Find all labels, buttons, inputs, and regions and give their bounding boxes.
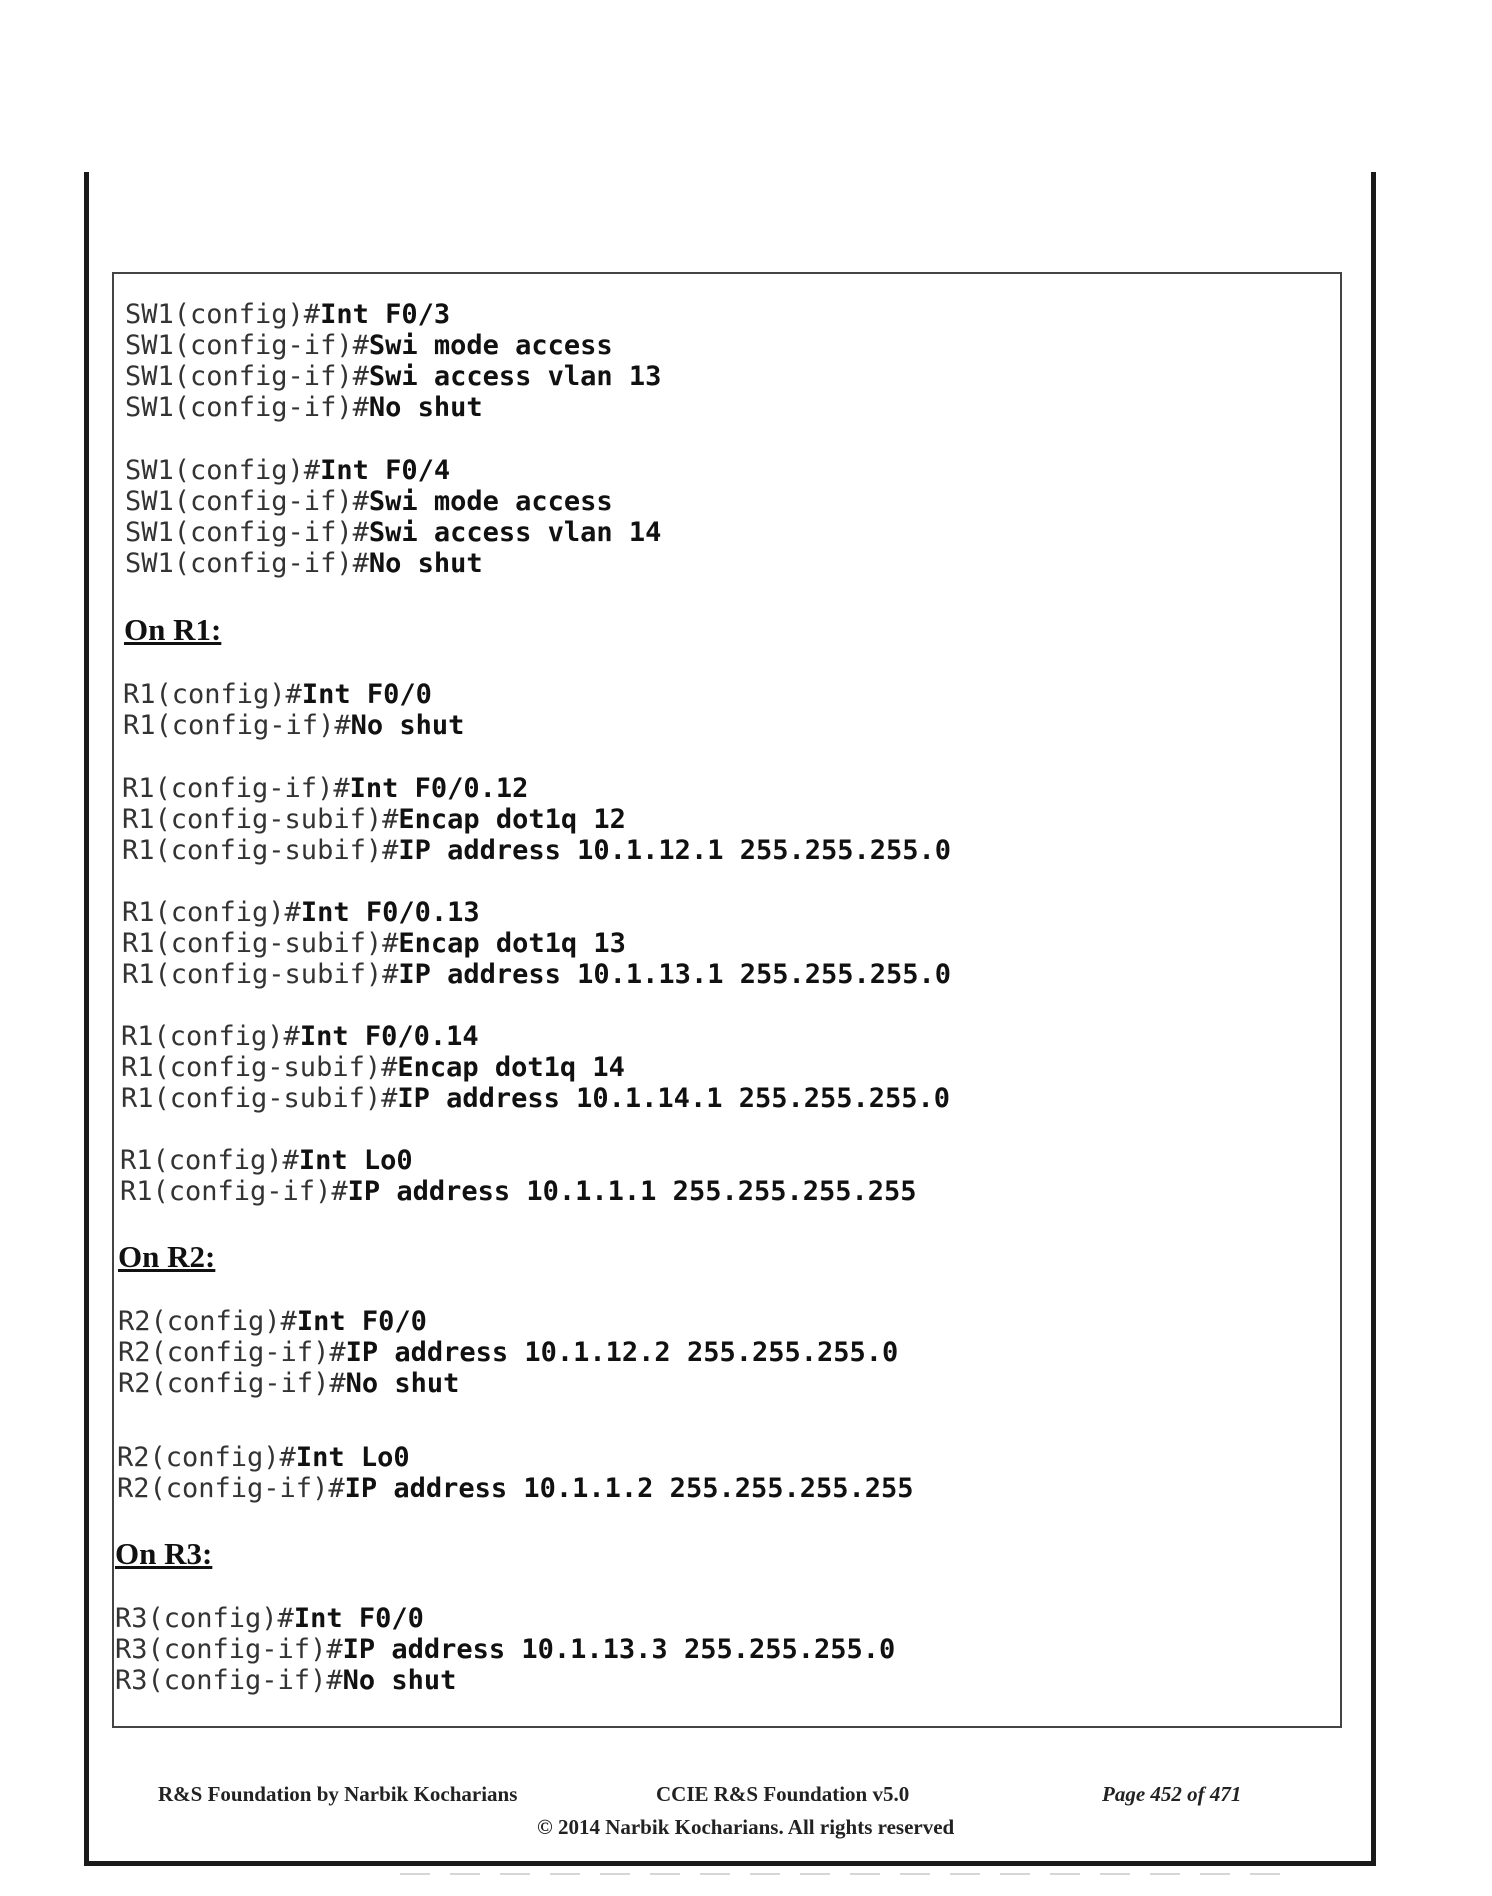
cli-command: Encap dot1q 13 [398, 928, 626, 959]
cli-command: Swi access vlan 13 [368, 361, 662, 392]
config-line [122, 836, 951, 866]
cli-command: IP address 10.1.12.1 255.255.255.0 [398, 835, 952, 866]
scan-artifact [400, 1873, 1300, 1875]
config-line [125, 393, 483, 423]
cli-prompt: SW1(config-if)# [125, 392, 369, 423]
cli-prompt: R1(config-if)# [122, 773, 350, 804]
cli-prompt: R2(config)# [117, 1442, 296, 1473]
cli-prompt: SW1(config-if)# [125, 361, 369, 392]
page-frame-right-rule [1371, 172, 1376, 1866]
cli-command: Int F0/0.14 [299, 1021, 479, 1052]
cli-command: Swi mode access [368, 486, 613, 517]
cli-prompt: R1(config-subif)# [121, 1052, 398, 1083]
cli-prompt: SW1(config-if)# [125, 517, 369, 548]
config-line [122, 805, 626, 835]
cli-prompt: R1(config-subif)# [122, 959, 399, 990]
config-line [120, 1177, 917, 1207]
cli-command: IP address 10.1.12.2 255.255.255.0 [345, 1337, 899, 1368]
cli-prompt: R3(config)# [115, 1603, 294, 1634]
cli-prompt: R3(config-if)# [115, 1634, 343, 1665]
page-frame-left-rule [84, 172, 89, 1866]
cli-command: IP address 10.1.1.2 255.255.255.255 [344, 1473, 914, 1504]
config-line [118, 1307, 427, 1337]
cli-prompt: SW1(config-if)# [125, 330, 369, 361]
cli-prompt: R2(config-if)# [118, 1368, 346, 1399]
cli-prompt: R1(config-subif)# [122, 928, 399, 959]
config-line [123, 711, 464, 741]
config-line [125, 456, 450, 486]
cli-command: No shut [368, 392, 483, 423]
cli-command: IP address 10.1.1.1 255.255.255.255 [347, 1176, 917, 1207]
section-heading: On R1: [124, 612, 222, 647]
cli-prompt: R1(config-if)# [120, 1176, 348, 1207]
section-heading: On R2: [118, 1239, 216, 1274]
cli-command: IP address 10.1.14.1 255.255.255.0 [397, 1083, 951, 1114]
cli-command: Encap dot1q 12 [398, 804, 626, 835]
cli-prompt: SW1(config-if)# [125, 548, 369, 579]
config-line [122, 774, 528, 804]
cli-prompt: SW1(config-if)# [125, 486, 369, 517]
cli-prompt: R2(config-if)# [118, 1337, 346, 1368]
cli-command: Swi access vlan 14 [368, 517, 662, 548]
footer-copyright: © 2014 Narbik Kocharians. All rights reserved [537, 1815, 955, 1839]
config-line [123, 680, 432, 710]
cli-command: No shut [345, 1368, 460, 1399]
config-line [121, 1022, 479, 1052]
cli-prompt: R1(config)# [122, 897, 301, 928]
footer-page-number: Page 452 of 471 [1102, 1782, 1242, 1806]
cli-prompt: R2(config)# [118, 1306, 297, 1337]
cli-prompt: R1(config)# [120, 1145, 299, 1176]
footer-author: R&S Foundation by Narbik Kocharians [158, 1782, 518, 1806]
cli-command: Int Lo0 [295, 1442, 410, 1473]
cli-prompt: R1(config-subif)# [122, 835, 399, 866]
config-line [122, 929, 626, 959]
cli-command: No shut [368, 548, 483, 579]
cli-command: Encap dot1q 14 [397, 1052, 625, 1083]
config-line [120, 1146, 413, 1176]
config-line [115, 1635, 895, 1665]
page-frame-bottom-rule [84, 1861, 1376, 1866]
cli-command: Int F0/0 [301, 679, 432, 710]
config-line [117, 1443, 410, 1473]
config-line [117, 1474, 914, 1504]
config-line [125, 362, 661, 392]
cli-command: No shut [342, 1665, 457, 1696]
config-line [125, 549, 483, 579]
cli-prompt: R1(config)# [123, 679, 302, 710]
cli-command: Int F0/4 [320, 455, 451, 486]
config-line [122, 960, 951, 990]
cli-prompt: R3(config-if)# [115, 1665, 343, 1696]
footer-book-title: CCIE R&S Foundation v5.0 [656, 1782, 910, 1806]
config-line [125, 300, 450, 330]
config-line [121, 1084, 950, 1114]
config-line [118, 1338, 898, 1368]
cli-command: Int F0/0 [293, 1603, 424, 1634]
config-line [118, 1369, 459, 1399]
config-line [115, 1604, 424, 1634]
config-line [125, 487, 613, 517]
cli-command: Int Lo0 [298, 1145, 413, 1176]
cli-prompt: SW1(config)# [125, 299, 321, 330]
config-line [125, 518, 661, 548]
cli-command: Swi mode access [368, 330, 613, 361]
cli-command: IP address 10.1.13.1 255.255.255.0 [398, 959, 952, 990]
cli-command: Int F0/3 [320, 299, 451, 330]
cli-prompt: R1(config-if)# [123, 710, 351, 741]
config-line [121, 1053, 625, 1083]
cli-prompt: R1(config-subif)# [121, 1083, 398, 1114]
cli-command: Int F0/0.12 [349, 773, 529, 804]
config-line [125, 331, 613, 361]
config-line [122, 898, 480, 928]
cli-prompt: SW1(config)# [125, 455, 321, 486]
section-heading: On R3: [115, 1536, 213, 1571]
cli-command: Int F0/0.13 [300, 897, 480, 928]
cli-command: No shut [350, 710, 465, 741]
config-line [115, 1666, 456, 1696]
cli-command: IP address 10.1.13.3 255.255.255.0 [342, 1634, 896, 1665]
cli-prompt: R1(config)# [121, 1021, 300, 1052]
cli-command: Int F0/0 [296, 1306, 427, 1337]
cli-prompt: R1(config-subif)# [122, 804, 399, 835]
cli-prompt: R2(config-if)# [117, 1473, 345, 1504]
